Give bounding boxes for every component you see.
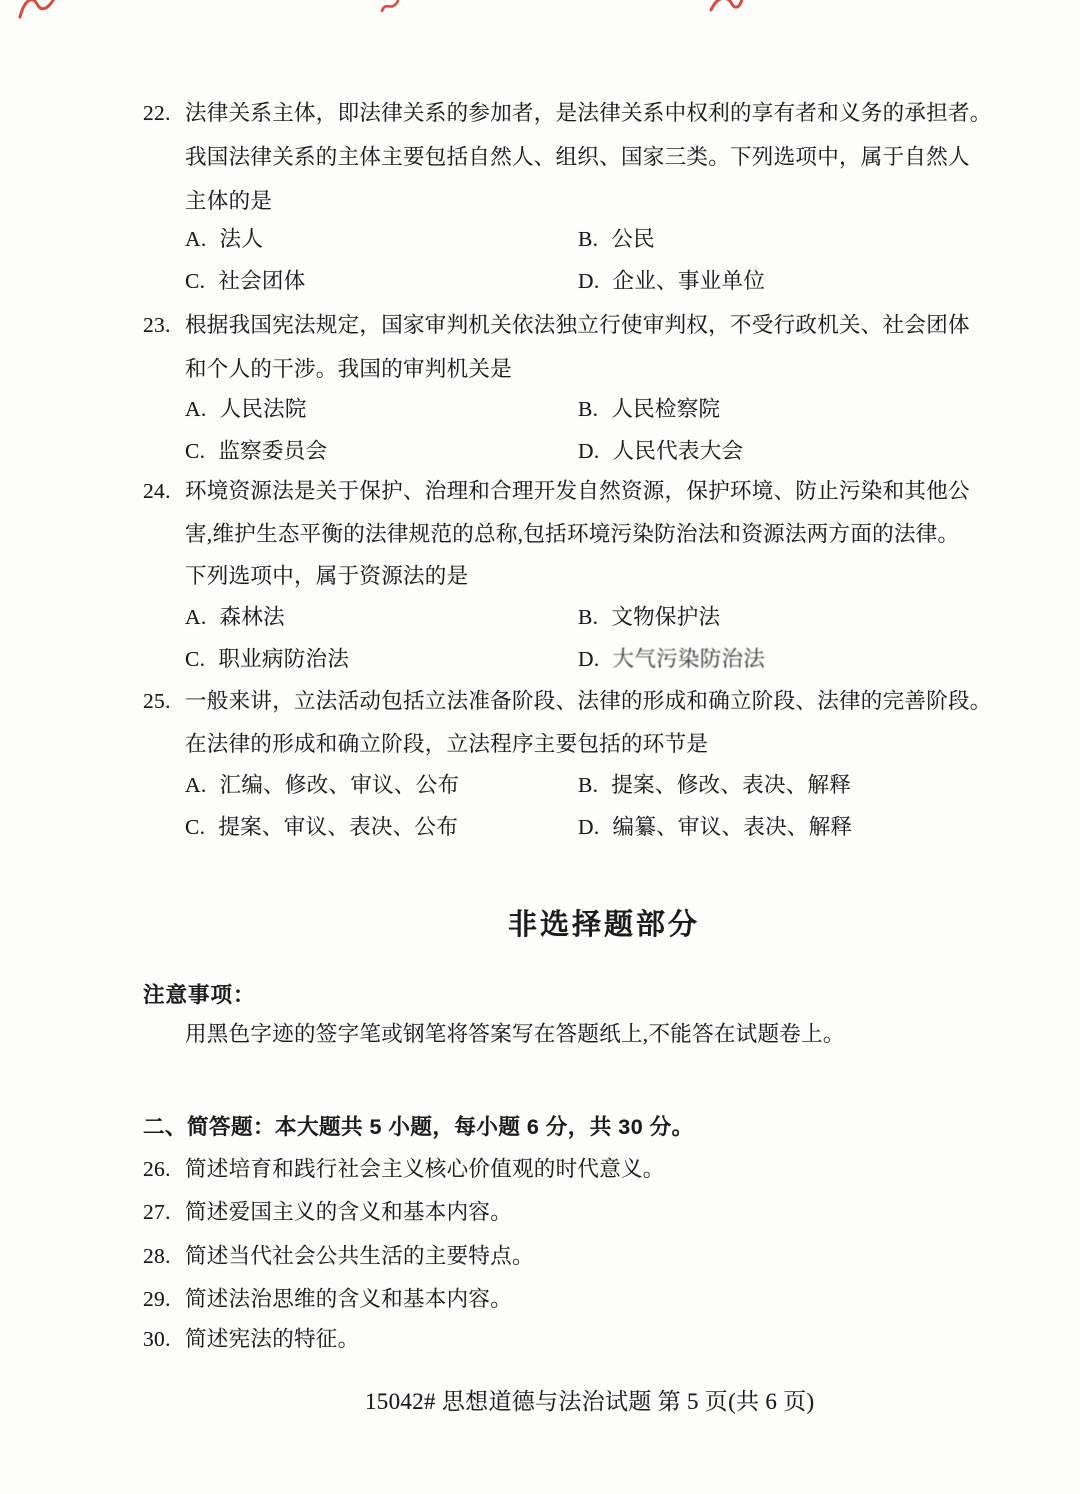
option-label: D. [578,439,600,463]
question-22-option-c [185,268,306,295]
question-24-option-d [578,646,765,673]
question-28-text: 简述当代社会公共生活的主要特点。 [185,1244,534,1268]
question-25-line-1: 一般来讲，立法活动包括立法准备阶段、法律的形成和确立阶段、法律的完善阶段。 [185,689,992,713]
question-23-option-c [185,438,327,465]
question-24-line-1: 环境资源法是关于保护、治理和合理开发自然资源，保护环境、防止污染和其他公 [185,479,970,503]
option-label: C. [185,815,206,839]
question-23-number: 23. [143,313,171,337]
notice-text: 用黑色字迹的签字笔或钢笔将答案写在答题纸上,不能答在试题卷上。 [185,1022,845,1046]
option-text: 汇编、修改、审议、公布 [219,773,460,797]
question-29-text: 简述法治思维的含义和基本内容。 [185,1287,513,1311]
option-text: 人民法院 [219,397,307,421]
question-22-line-3: 主体的是 [185,189,273,213]
question-23-option-d [578,438,743,465]
question-27-text: 简述爱国主义的含义和基本内容。 [185,1200,513,1224]
option-text: 法人 [219,227,264,251]
option-label: D. [578,815,600,839]
option-text: 大气污染防治法 [612,647,766,671]
option-text: 监察委员会 [218,439,328,463]
question-24-option-c [185,646,349,673]
option-label: D. [578,269,600,293]
option-label: C. [185,647,206,671]
option-text: 企业、事业单位 [612,269,766,293]
option-text: 人民检察院 [611,397,721,421]
question-24-option-b [578,604,720,631]
option-label: A. [185,773,207,797]
red-pen-mark-right-icon [708,0,746,20]
question-25-option-c [185,814,458,841]
question-22-option-d [578,268,765,295]
notice-label: 注意事项： [143,983,256,1007]
option-text: 职业病防治法 [218,647,350,671]
page-footer: 15042# 思想道德与法治试题 第 5 页(共 6 页) [365,1389,815,1414]
option-text: 提案、审议、表决、公布 [218,815,459,839]
question-29-number: 29. [143,1287,171,1311]
red-pen-mark-left-icon [16,0,60,21]
option-label: A. [185,605,207,629]
option-text: 社会团体 [218,269,306,293]
question-25-number: 25. [143,689,171,713]
red-pen-mark-middle-icon [379,0,407,18]
question-22-line-1: 法律关系主体，即法律关系的参加者，是法律关系中权利的享有者和义务的承担者。 [185,101,992,125]
question-30-text: 简述宪法的特征。 [185,1327,360,1351]
question-22-line-2: 我国法律关系的主体主要包括自然人、组织、国家三类。下列选项中，属于自然人 [185,145,970,169]
question-24-option-a [185,604,285,631]
option-label: B. [578,773,599,797]
question-23-option-a [185,396,307,423]
option-text: 森林法 [219,605,285,629]
question-26-text: 简述培育和践行社会主义核心价值观的时代意义。 [185,1157,665,1181]
question-27-number: 27. [143,1200,171,1224]
question-26-number: 26. [143,1157,171,1181]
option-label: A. [185,227,207,251]
option-label: B. [578,227,599,251]
option-text: 文物保护法 [611,605,721,629]
question-22-option-b [578,226,655,253]
option-text: 人民代表大会 [612,439,744,463]
short-answer-heading: 二、简答题：本大题共 5 小题，每小题 6 分，共 30 分。 [143,1115,694,1139]
option-label: C. [185,439,206,463]
question-24-line-3: 下列选项中，属于资源法的是 [185,564,469,588]
option-text: 编纂、审议、表决、解释 [612,815,853,839]
option-label: C. [185,269,206,293]
option-label: B. [578,605,599,629]
question-25-option-b [578,772,851,799]
question-23-line-1: 根据我国宪法规定，国家审判机关依法独立行使审判权，不受行政机关、社会团体 [185,313,970,337]
question-22-option-a [185,226,263,253]
question-23-option-b [578,396,720,423]
question-22-number: 22. [143,101,171,125]
question-24-line-2: 害,维护生态平衡的法律规范的总称,包括环境污染防治法和资源法两方面的法律。 [185,522,960,546]
option-label: B. [578,397,599,421]
option-text: 提案、修改、表决、解释 [611,773,852,797]
question-30-number: 30. [143,1327,171,1351]
option-label: A. [185,397,207,421]
question-24-number: 24. [143,479,171,503]
question-25-option-a [185,772,459,799]
option-label: D. [578,647,600,671]
section-title: 非选择题部分 [508,909,701,941]
option-text: 公民 [611,227,655,251]
question-23-line-2: 和个人的干涉。我国的审判机关是 [185,357,513,381]
question-25-line-2: 在法律的形成和确立阶段，立法程序主要包括的环节是 [185,732,709,756]
question-25-option-d [578,814,852,841]
question-28-number: 28. [143,1244,171,1268]
